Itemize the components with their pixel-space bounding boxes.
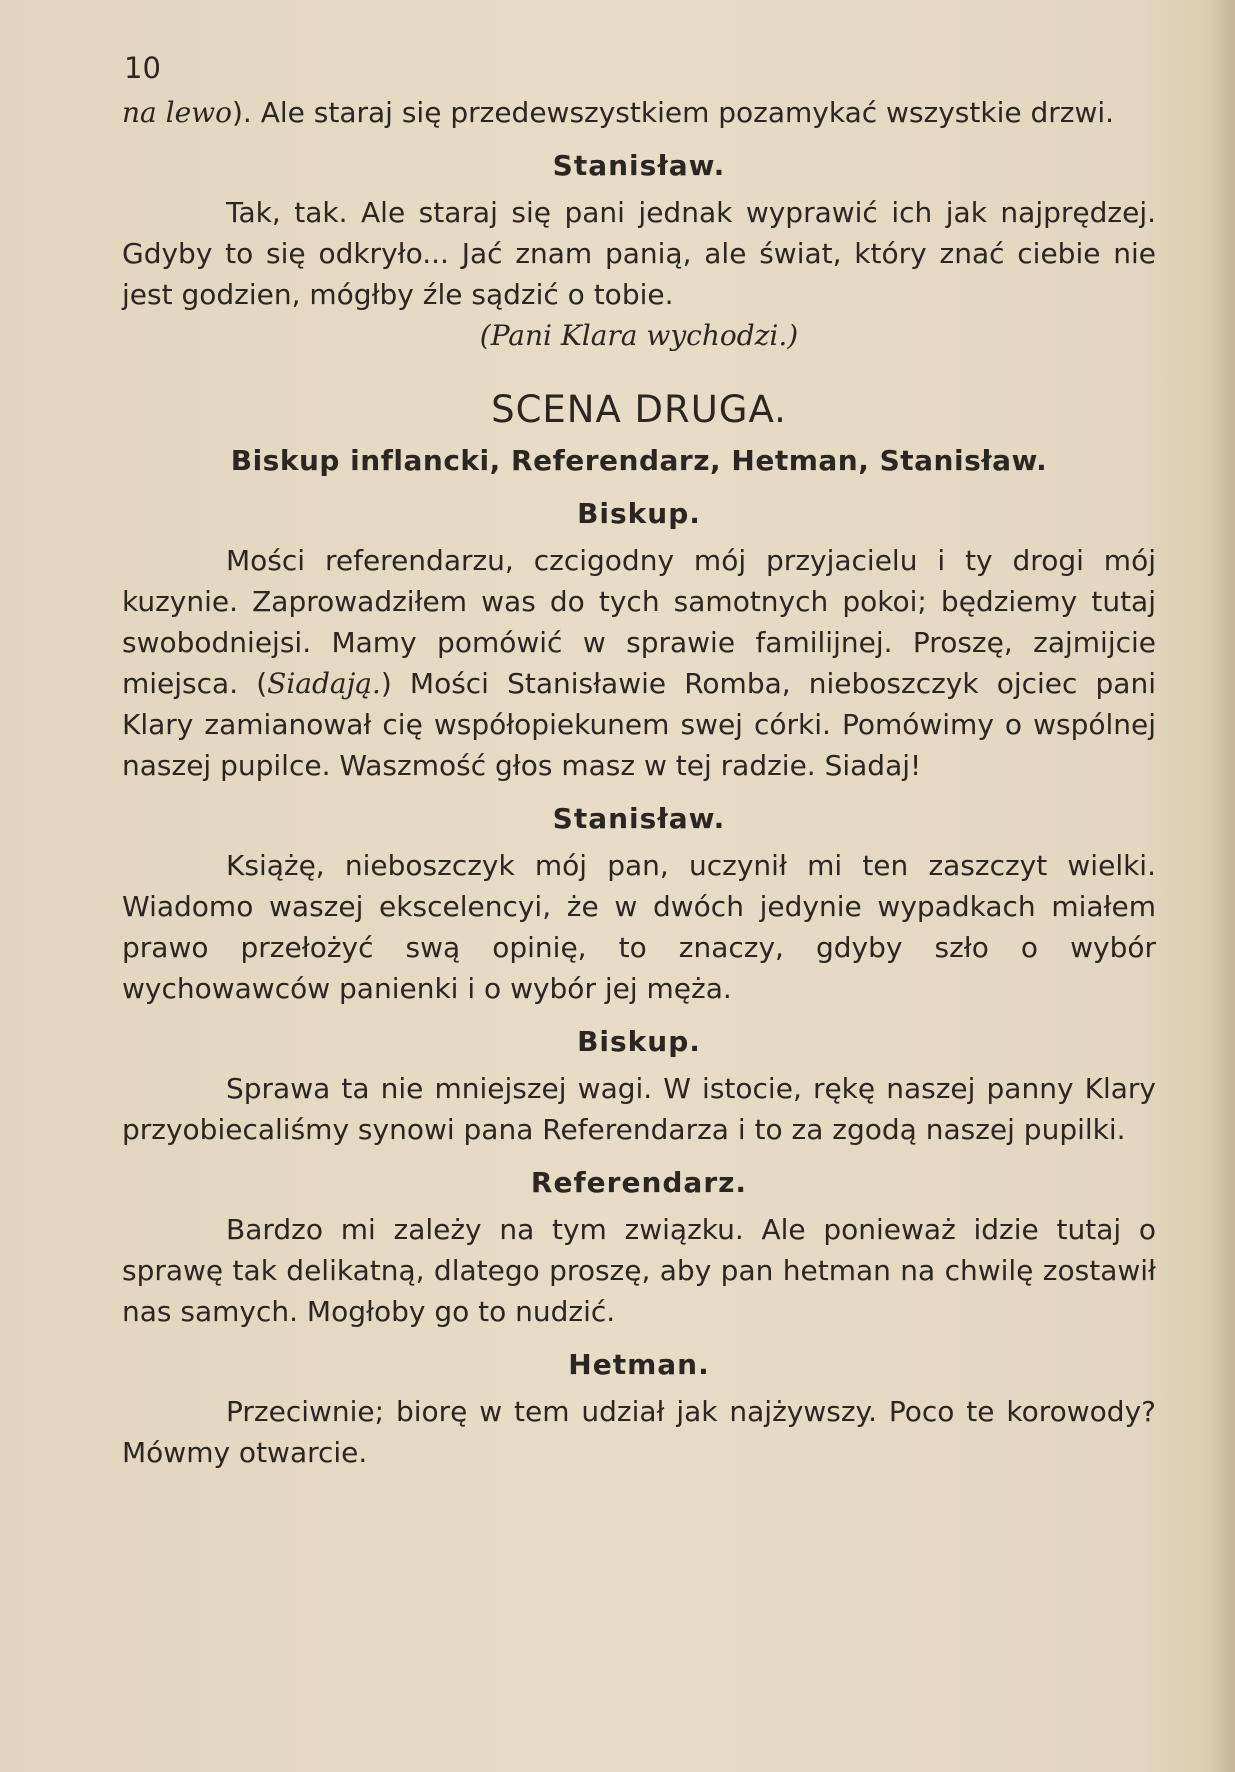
speaker-name: Stanisław.: [552, 802, 726, 835]
page-number: 10: [124, 51, 161, 85]
speaker-name: Biskup.: [577, 497, 701, 530]
speaker-name: Stanisław.: [552, 149, 726, 182]
paragraph: Sprawa ta nie mniejszej wagi. W istocie, rękę naszej panny Klary przyobiecaliśmy synowi pana Referendarza i to za zgodą naszej pupilki.: [122, 1072, 1156, 1146]
page-edge-shadow: [1209, 0, 1235, 1772]
speaker-name: Hetman.: [568, 1348, 710, 1381]
paragraph-text: Mości referendarzu, czcigodny mój przyjacielu i ty drogi mój kuzynie. Zaprowadziłem was do tych samotnych pokoi; będziemy tutaj swobodniejsi. Mamy pomówić w sprawie familijnej. Proszę, zajmijcie miejsca. (: [122, 544, 1156, 700]
stage-direction-inline: na lewo: [122, 96, 232, 129]
paragraph: [122, 540, 1156, 786]
characters-list: Biskup inflancki, Referendarz, Hetman, Stanisław.: [230, 444, 1048, 477]
paragraph: Książę, nieboszczyk mój pan, uczynił mi ten zaszczyt wielki. Wiadomo waszej ekscelencyi, że w dwóch jedynie wypadkach miałem prawo przełożyć swą opinię, to znaczy, gdyby szło o wybór wychowawców panienki i o wybór jej męża.: [122, 849, 1156, 1005]
paragraph: [122, 92, 1156, 133]
paragraph: Tak, tak. Ale staraj się pani jednak wyprawić ich jak najprędzej. Gdyby to się odkryło... Jać znam panią, ale świat, który znać ciebie nie jest godzien, mógłby źle sądzić o tobie.: [122, 196, 1156, 311]
paragraph-text: ). Ale staraj się przedewszystkiem pozamykać wszystkie drzwi.: [231, 96, 1115, 129]
paragraph-text: ) Mości Stanisławie Romba, nieboszczyk ojciec pani Klary zamianował cię współopiekunem swej córki. Pomówimy o wspólnej naszej pupilce. Waszmość głos masz w tej radzie. Siadaj!: [122, 667, 1156, 782]
stage-direction-inline: Siadają.: [267, 667, 381, 700]
speaker-name: Biskup.: [577, 1025, 701, 1058]
scene-title: SCENA DRUGA.: [491, 388, 787, 431]
paragraph: Przeciwnie; biorę w tem udział jak najżywszy. Poco te korowody? Mówmy otwarcie.: [122, 1395, 1156, 1469]
speaker-name: Referendarz.: [530, 1166, 748, 1199]
paragraph: Bardzo mi zależy na tym związku. Ale ponieważ idzie tutaj o sprawę tak delikatną, dlatego proszę, aby pan hetman na chwilę zostawił nas samych. Mogłoby go to nudzić.: [122, 1213, 1156, 1328]
text-column: [122, 92, 1156, 1473]
stage-direction: (Pani Klara wychodzi.): [479, 319, 799, 352]
